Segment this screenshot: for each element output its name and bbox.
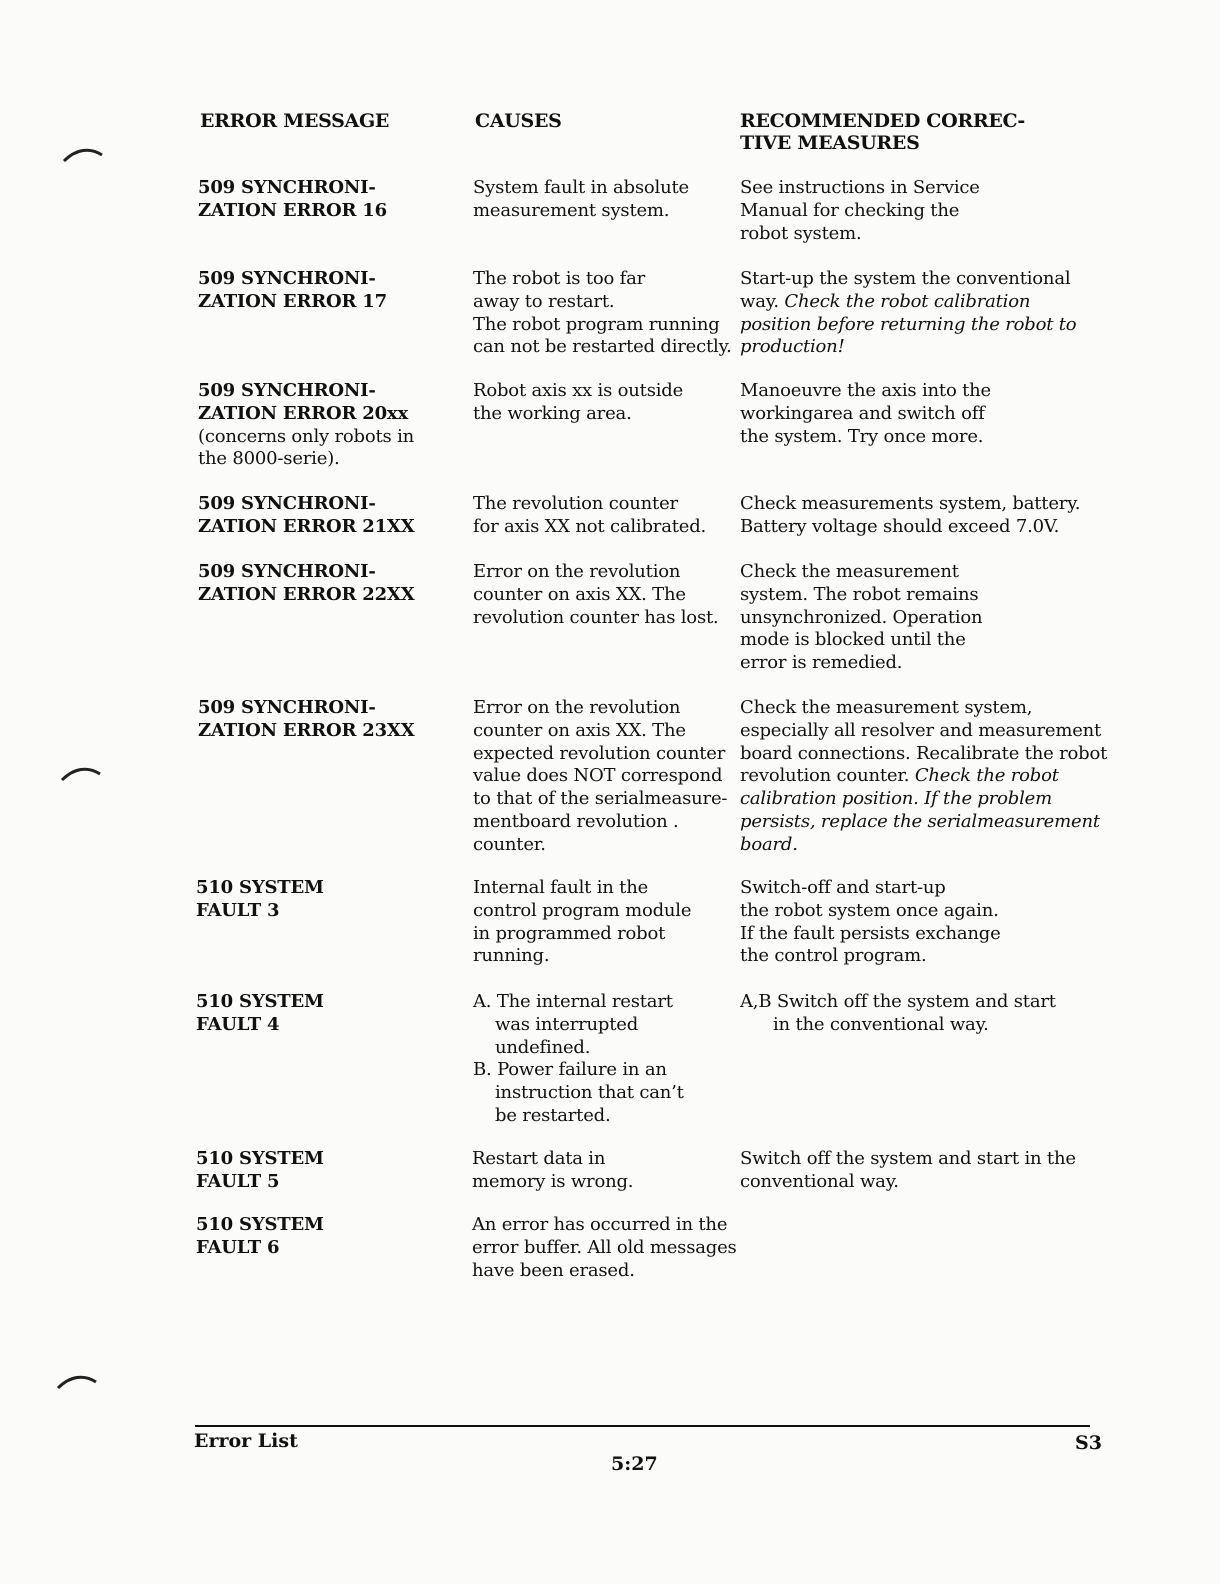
binder-hole-mark xyxy=(60,143,106,165)
header-causes: CAUSES xyxy=(475,110,562,132)
causes-cell: Error on the revolution counter on axis XX. The revolution counter has lost. xyxy=(473,561,719,628)
binder-hole-mark xyxy=(58,762,104,784)
causes-cell: An error has occurred in the error buffer. All old messages have been erased. xyxy=(472,1214,737,1281)
error-message-cell: 509 SYNCHRONI- ZATION ERROR 17 xyxy=(198,268,387,312)
causes-cell: The revolution counter for axis XX not calibrated. xyxy=(473,493,707,537)
binder-hole-mark xyxy=(54,1370,100,1392)
footer-code: S3 xyxy=(1075,1432,1102,1454)
measures-cell: Switch-off and start-up the robot system once again. If the fault persists exchange the control program. xyxy=(740,877,1001,967)
error-message-cell: 510 SYSTEM FAULT 4 xyxy=(196,991,324,1035)
causes-cell: A. The internal restart was interrupted undefined. B. Power failure in an instruction that can’t be restarted. xyxy=(473,991,684,1126)
error-message-cell: 509 SYNCHRONI- ZATION ERROR 16 xyxy=(198,177,387,221)
page-number: 5:27 xyxy=(611,1453,658,1475)
header-recommended-measures: RECOMMENDED CORREC- TIVE MEASURES xyxy=(740,110,1025,154)
causes-cell: Error on the revolution counter on axis XX. The expected revolution counter value does NOT correspond to that of the serialmeasure- mentboard revolution . counter. xyxy=(473,697,728,855)
measures-cell: Start-up the system the conventional way. Check the robot calibration position before returning the robot to production! xyxy=(740,268,1077,358)
error-message-cell: 510 SYSTEM FAULT 6 xyxy=(196,1214,324,1258)
causes-cell: Robot axis xx is outside the working area. xyxy=(473,380,684,424)
measures-cell: See instructions in Service Manual for checking the robot system. xyxy=(740,177,980,244)
measures-cell: A,B Switch off the system and start in the conventional way. xyxy=(740,991,1056,1035)
measures-cell: Manoeuvre the axis into the workingarea and switch off the system. Try once more. xyxy=(740,380,992,447)
measures-cell: Check the measurement system. The robot remains unsynchronized. Operation mode is blocked until the error is remedied. xyxy=(740,561,983,674)
measures-cell: Check the measurement system, especially all resolver and measurement board connections. Recalibrate the robot revolution counter. Check the robot calibration position. If the problem persists, replace the serialmeasurement board. xyxy=(740,697,1108,855)
error-message-cell: 510 SYSTEM FAULT 5 xyxy=(196,1148,324,1192)
error-message-cell: 510 SYSTEM FAULT 3 xyxy=(196,877,324,921)
measures-cell: Switch off the system and start in the conventional way. xyxy=(740,1148,1076,1192)
error-message-cell: 509 SYNCHRONI- ZATION ERROR 23XX xyxy=(198,697,415,741)
error-message-cell: 509 SYNCHRONI- ZATION ERROR 21XX xyxy=(198,493,415,537)
causes-cell: Internal fault in the control program module in programmed robot running. xyxy=(473,877,692,967)
causes-cell: System fault in absolute measurement system. xyxy=(473,177,689,221)
header-error-message: ERROR MESSAGE xyxy=(200,110,390,132)
footer-rule xyxy=(195,1425,1090,1427)
error-message-cell: 509 SYNCHRONI- ZATION ERROR 20xx (concerns only robots in the 8000-serie). xyxy=(198,380,415,470)
measures-cell: Check measurements system, battery. Battery voltage should exceed 7.0V. xyxy=(740,493,1081,537)
causes-cell: Restart data in memory is wrong. xyxy=(472,1148,634,1192)
causes-cell: The robot is too far away to restart. The robot program running can not be restarted directly. xyxy=(473,268,732,358)
footer-section-title: Error List xyxy=(194,1430,298,1452)
error-message-cell: 509 SYNCHRONI- ZATION ERROR 22XX xyxy=(198,561,415,605)
